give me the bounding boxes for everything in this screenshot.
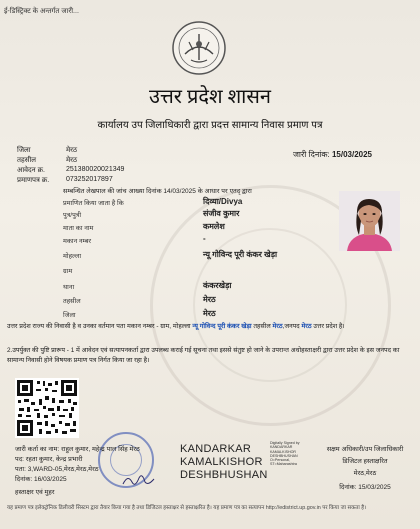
authority-digital-signed: डिजिटल हस्ताक्षरित — [342, 458, 388, 465]
field-label: ग्राम — [63, 268, 73, 275]
signer-name-line: KAMALKISHOR — [180, 456, 263, 468]
issue-date-value: 15/03/2025 — [331, 150, 372, 159]
field-label: मोहल्ला — [63, 253, 82, 260]
verification-footnote: यह प्रमाण पत्र इलेक्ट्रॉनिक डिलीवरी सिस्टम द्वारा तैयार किया गया है तथा डिजिटल हस्ताक्षर से हस्ताक्षरित है। यह प्रमाण पत्र का सत्यापन http://edistrict.up.gov.in पर किया जा सकता है। — [7, 505, 367, 511]
authority-title: सक्षम अधिकारी/उप जिलाधिकारी — [326, 446, 404, 453]
field-label: माता का नाम — [63, 225, 94, 232]
residency-statement — [7, 322, 413, 332]
applicant-photo-image — [339, 191, 400, 251]
statement-text: तहसील — [253, 323, 271, 330]
digital-signature-line: O=Personal, — [270, 458, 291, 463]
meta-label: तहसील — [17, 157, 36, 164]
digital-signature-line: ST=Maharashtra — [270, 462, 297, 467]
issuer-address: पता: 3,WARD-05,मेरठ,मेरठ,मेरठ — [15, 466, 99, 473]
meta-application-number — [17, 166, 125, 175]
header-blurb: ई-डिस्ट्रिक्ट के अन्तर्गत जारी... — [4, 8, 79, 15]
applicant-photo — [339, 191, 400, 251]
field-value-mother: कमलेश — [203, 222, 225, 231]
verification-intro: सम्बन्धित लेखपाल की जांच आख्या दिनांक 14/03/2025 के आधार पर एतद् द्वारा — [63, 188, 252, 195]
signer-name-line: DESHBHUSHAN — [180, 469, 268, 481]
digital-signature-line: Digitally Signed by — [270, 441, 300, 445]
issuer-date: दिनांक: 16/03/2025 — [15, 476, 67, 483]
field-label: जिला — [63, 312, 76, 319]
digital-signature-line: KAMALKISHOR — [270, 449, 296, 454]
field-label: तहसील — [63, 298, 81, 305]
meta-value: 073252017897 — [66, 176, 113, 183]
digital-signer-name — [180, 443, 268, 482]
meta-district — [17, 146, 78, 155]
confirmation-statement: 2.उपर्युक्त की पुष्टि प्रारूप - 1 में आवेदन एवं सत्यापनकर्ता द्वारा उपलब्ध कराई गई सूचना तथा इससे संतुष्ट हो जाने के उपरान्त अधोहस्ताक्षरी द्वारा उत्तर प्रदेश के इस जनपद का सामान्य निवासी होने विषयक प्रमाण पत्र निर्गत किया जा रहा है। — [7, 347, 400, 364]
issue-date-label: जारी दिनांक: — [292, 150, 330, 159]
statement-district: मेरठ — [301, 323, 312, 330]
certificate-title: उत्तर प्रदेश शासन — [149, 86, 271, 108]
up-state-emblem-icon — [171, 20, 227, 76]
meta-label: प्रमाणपत्र क्र. — [17, 177, 50, 184]
statement-text: उत्तर प्रदेश राज्य की निवासी है व उनका वर्तमान पता मकान नम्बर - ग्राम, मोहल्ला — [7, 323, 191, 330]
qr-code — [15, 378, 79, 438]
field-value-father: संजीव कुमार — [203, 209, 240, 218]
meta-value: 251380020021349 — [66, 166, 125, 173]
field-value-name: दिव्या/Divya — [203, 197, 243, 206]
statement-text: उत्तर प्रदेश है। — [313, 323, 345, 330]
field-value-tehsil: मेरठ — [203, 295, 216, 304]
field-value-police-station: कंकरखेड़ा — [203, 281, 232, 290]
statement-tehsil: मेरठ — [272, 323, 283, 330]
field-label: मकान नम्बर — [63, 238, 92, 245]
handwritten-signature — [120, 470, 160, 490]
digital-signature-line: KANDARKAR — [270, 445, 293, 450]
authority-location: मेरठ,मेरठ — [353, 470, 377, 477]
meta-label: जिला — [17, 147, 31, 154]
meta-value: मेरठ — [66, 157, 78, 164]
meta-tehsil — [17, 156, 78, 165]
field-label: प्रमाणित किया जाता है कि — [63, 200, 124, 207]
statement-address: न्यू गोविन्द पूरी कंकर खेड़ा — [192, 323, 252, 330]
meta-certificate-number — [17, 176, 113, 185]
statement-text: ,जनपद — [282, 323, 300, 330]
certificate-subtitle: कार्यालय उप जिलाधिकारी द्वारा प्रदत्त सामान्य निवास प्रमाण पत्र — [97, 120, 323, 131]
digital-signature-details — [270, 441, 300, 467]
digital-signature-line: DESHBHUSHAN — [270, 453, 298, 458]
field-label: थाना — [63, 284, 75, 291]
issuer-sign-seal: हस्ताक्षर एवं मुहर — [15, 489, 55, 496]
meta-value: मेरठ — [66, 147, 78, 154]
field-value-house-number: - — [203, 234, 206, 243]
field-label: पुत्र/पुत्री — [63, 212, 82, 219]
issuer-name: जारी कर्ता का नाम: राहुल कुमार, महेन्द्र पाल सिंह मेरठ — [15, 446, 140, 453]
field-value-district: मेरठ — [203, 309, 216, 318]
authority-date: दिनांक: 15/03/2025 — [339, 484, 391, 491]
issuer-designation: पद: रहता कुमार, केन्द्र प्रभारी — [15, 456, 83, 463]
meta-label: आवेदन क्र. — [17, 167, 45, 174]
field-value-locality: न्यू गोविन्द पूरी कंकर खेड़ा — [203, 250, 278, 259]
issue-date — [293, 149, 372, 160]
signer-name-line: KANDARKAR — [180, 443, 252, 455]
